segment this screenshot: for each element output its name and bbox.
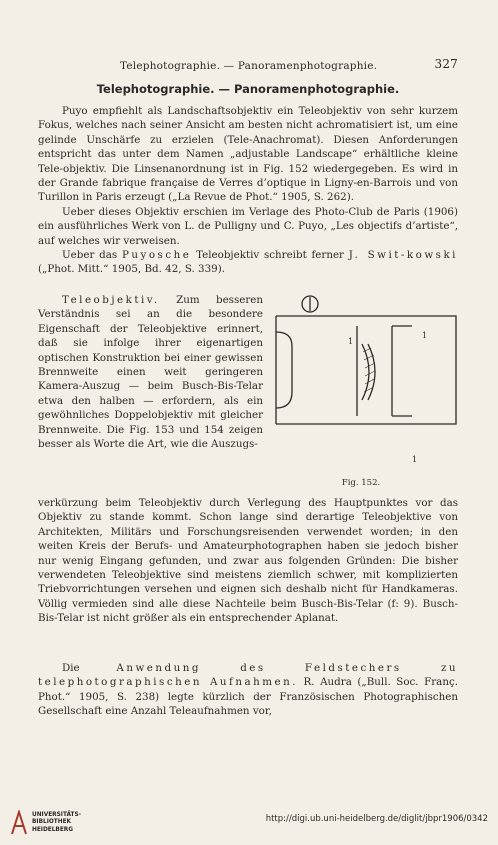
logo-line: UNIVERSITÄTS- xyxy=(32,812,82,818)
paragraph-feldstecher xyxy=(38,661,458,719)
spaced-author: J. Swit-kowski xyxy=(348,249,458,262)
page-footer xyxy=(0,806,498,845)
library-logo-icon xyxy=(10,810,28,836)
text-run: Teleobjektiv schreibt ferner xyxy=(191,249,349,262)
running-title: Telephotographie. — Panoramenphotographie. xyxy=(120,60,378,72)
body-text-final xyxy=(38,661,458,719)
lens-diagram xyxy=(262,292,460,478)
body-text-lower xyxy=(38,496,458,626)
section-title: Telephotographie. — Panoramenphotographie. xyxy=(96,82,400,96)
body-text-wrap xyxy=(38,293,263,451)
paragraph-teleobjektiv-cont: verkürzung beim Teleobjektiv durch Verlegung des Hauptpunktes vor das Objektiv zu stande kommt. Schon lange sind derartige Teleobjektive von Architekten, Militärs und Forschungsreisenden verwendet worden; in den weiten Kreis der Berufs- und Amateurphotographen haben sie jedoch bisher nur wenig Eingang gefunden, und zwar aus folgenden Gründen: Die bisher verwendeten Teleobjektive sind meistens ziemlich schwer, mit komplizierten Triebvorrichtungen versehen und eignen sich deshalb nicht für Handkameras. Völlig vermieden sind alle diese Nachteile beim Busch-Bis-Telar (f: 9). Busch-Bis-Telar ist nicht größer als ein entsprechender Aplanat. xyxy=(38,497,458,625)
paragraph-teleobjektiv xyxy=(38,293,263,451)
figure-152 xyxy=(262,292,460,492)
logo-line: HEIDELBERG xyxy=(32,826,74,833)
text-run: Ueber das xyxy=(62,249,122,262)
permalink-url[interactable]: http://digi.ub.uni-heidelberg.de/diglit/jbpr1906/0342 xyxy=(265,814,488,824)
library-logo-text xyxy=(32,812,81,834)
fig-mark-2: 1 xyxy=(422,331,428,340)
library-logo[interactable] xyxy=(10,810,85,838)
page-number: 327 xyxy=(434,57,458,71)
spaced-name: Puyosche xyxy=(121,249,192,262)
text-run: Die xyxy=(62,662,117,674)
text-run: Zum besseren Verständnis sei an die besondere Eigenschaft der Teleobjektive erinnert, daß sie infolge ihrer eigenartigen optischen Konstruktion bei einer gewissen Brennweite einen weit geringeren Kamera-Auszug — beim Busch-Bis-Telar etwa den halben — erfordern, als ein gewöhnliches Doppelobjektiv mit gleicher Brennweite. Die Fig. 153 und 154 zeigen besser als Worte die Art, wie die Auszugs- xyxy=(38,294,263,451)
figure-caption: Fig. 152. xyxy=(341,478,381,488)
run-in-heading: Teleobjektiv. xyxy=(62,294,160,306)
fig-mark-3: 1 xyxy=(412,455,418,464)
spaced-heading: Anwendung des Feldstechers zu telephotographischen Aufnahmen. xyxy=(38,662,459,689)
text-run: R. Audra („Bull. Soc. Franç. Phot.“ 1905, S. 238) legte kürzlich der Französischen Photographischen Gesellschaft eine Anzahl Teleaufnahmen vor, xyxy=(38,676,458,718)
fig-mark-1: 1 xyxy=(348,337,354,346)
text-run: („Phot. Mitt.“ 1905, Bd. 42, S. 339). xyxy=(38,263,225,276)
paragraph-switkowski xyxy=(38,248,458,277)
logo-line: BIBLIOTHEK xyxy=(32,819,72,826)
paragraph-objektiv-werk: Ueber dieses Objektiv erschien im Verlage des Photo-Club de Paris (1906) ein ausführliches Werk von L. de Pulligny und C. Puyo, „Les objectifs d’artiste“, auf welches wir verweisen. xyxy=(38,205,458,247)
body-text-upper xyxy=(38,104,458,277)
paragraph-puyo: Puyo empfiehlt als Landschaftsobjektiv ein Teleobjektiv von sehr kurzem Fokus, welches nach seiner Ansicht am besten nicht achromatisiert ist, um eine gelinde Unschärfe zu erzielen (Tele-Anachromat). Diesen Anforderungen entspricht das unter dem Namen „adjustable Landscape“ erhältliche kleine Tele-objektiv. Die Linsenanordnung ist in Fig. 152 wiedergegeben. Es wird in der Grande fabrique française de Verres d’optique in Ligny-en-Barrois und von Turillon in Paris erzeugt („La Revue de Phot.“ 1905, S. 262). xyxy=(38,105,458,204)
